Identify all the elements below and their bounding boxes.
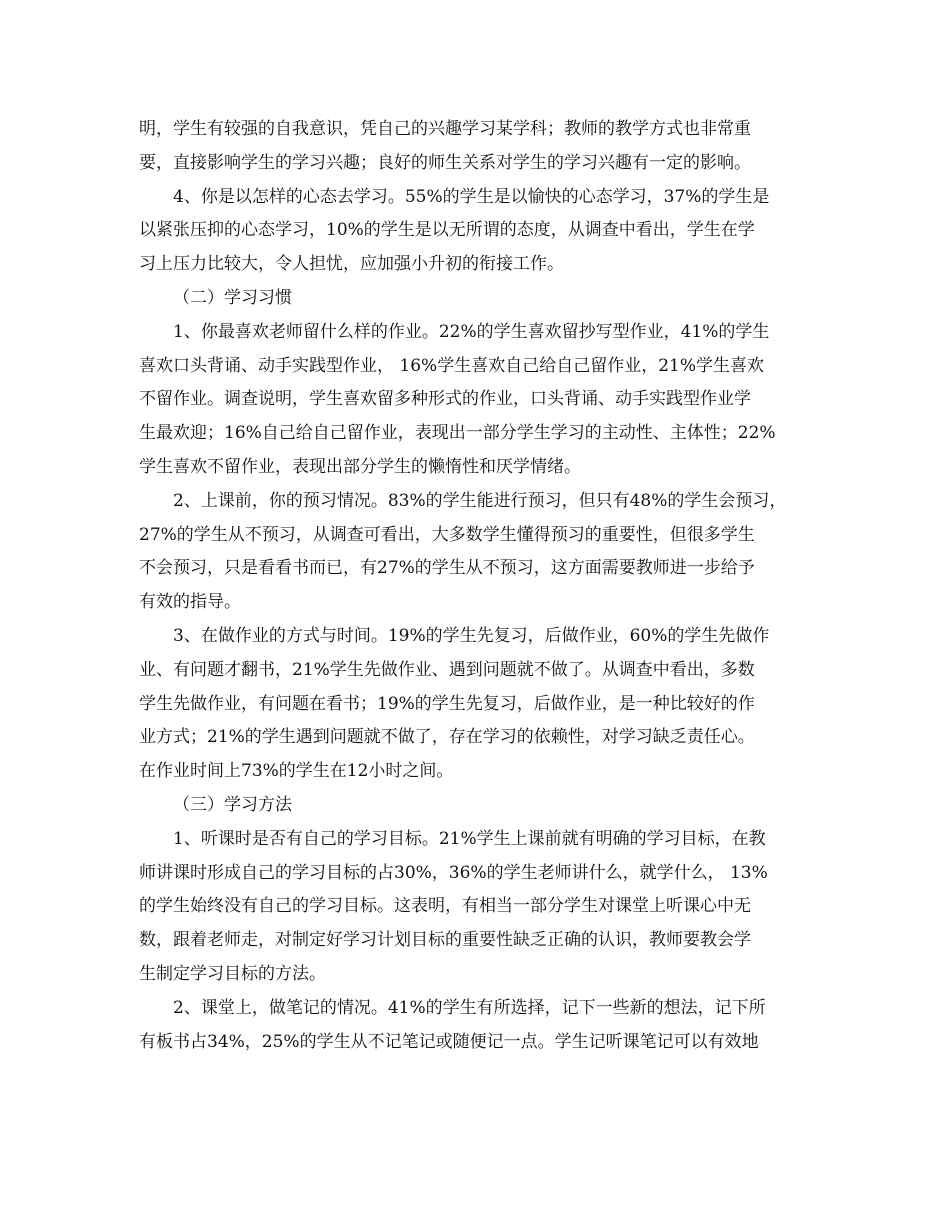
text-line: 不留作业。调查说明，学生喜欢留多种形式的作业，口头背诵、动手实践型作业学 — [139, 389, 751, 410]
text-line: 要，直接影响学生的学习兴趣；良好的师生关系对学生的学习兴趣有一定的影响。 — [139, 152, 751, 173]
text-line: 4、你是以怎样的心态去学习。55%的学生是以愉快的心态学习，37%的学生是 — [173, 186, 770, 207]
text-line: 有板书占34%，25%的学生从不记笔记或随便记一点。学生记听课笔记可以有效地 — [139, 1031, 759, 1052]
text-line: 有效的指导。 — [139, 592, 241, 613]
text-line: 不会预习，只是看看书而已，有27%的学生从不预习，这方面需要教师进一步给予 — [139, 558, 755, 579]
text-line: 喜欢口头背诵、动手实践型作业， 16%学生喜欢自己给自己留作业，21%学生喜欢 — [139, 355, 764, 376]
text-line: （三）学习方法 — [173, 794, 292, 815]
text-line: 业、有问题才翻书，21%学生先做作业、遇到问题就不做了。从调查中看出，多数 — [139, 659, 755, 680]
text-line: （二）学习习惯 — [173, 287, 292, 308]
text-line: 的学生始终没有自己的学习目标。这表明，有相当一部分学生对课堂上听课心中无 — [139, 896, 751, 917]
text-line: 2、课堂上，做笔记的情况。41%的学生有所选择，记下一些新的想法，记下所 — [173, 997, 766, 1018]
text-line: 生最欢迎；16%自己给自己留作业，表现出一部分学生学习的主动性、主体性；22% — [139, 423, 776, 444]
text-line: 3、在做作业的方式与时间。19%的学生先复习，后做作业，60%的学生先做作 — [173, 625, 770, 646]
text-line: 明，学生有较强的自我意识，凭自己的兴趣学习某学科；教师的教学方式也非常重 — [139, 119, 751, 139]
text-line: 以紧张压抑的心态学习，10%的学生是以无所谓的态度，从调查中看出，学生在学 — [139, 220, 755, 241]
text-line: 学生先做作业，有问题在看书；19%的学生先复习，后做作业，是一种比较好的作 — [139, 693, 755, 714]
text-line: 生制定学习目标的方法。 — [139, 963, 326, 984]
text-line: 数，跟着老师走，对制定好学习计划目标的重要性缺乏正确的认识，教师要教会学 — [139, 930, 751, 951]
text-line: 习上压力比较大，令人担忧，应加强小升初的衔接工作。 — [139, 254, 564, 275]
text-line: 业方式；21%的学生遇到问题就不做了，存在学习的依赖性，对学习缺乏责任心。 — [139, 727, 755, 748]
text-line: 学生喜欢不留作业，表现出部分学生的懒惰性和厌学情绪。 — [139, 456, 581, 477]
text-line: 1、你最喜欢老师留什么样的作业。22%的学生喜欢留抄写型作业，41%的学生 — [173, 321, 770, 342]
body-text — [139, 113, 816, 1059]
text-line: 师讲课时形成自己的学习目标的占30%，36%的学生老师讲什么，就学什么， 13% — [139, 862, 768, 883]
text-line: 1、听课时是否有自己的学习目标。21%学生上课前就有明确的学习目标，在教 — [173, 828, 766, 849]
text-line: 27%的学生从不预习，从调查可看出，大多数学生懂得预习的重要性，但很多学生 — [139, 524, 755, 545]
text-line: 在作业时间上73%的学生在12小时之间。 — [139, 761, 454, 782]
text-line: 2、上课前，你的预习情况。83%的学生能进行预习，但只有48%的学生会预习， — [173, 490, 787, 511]
